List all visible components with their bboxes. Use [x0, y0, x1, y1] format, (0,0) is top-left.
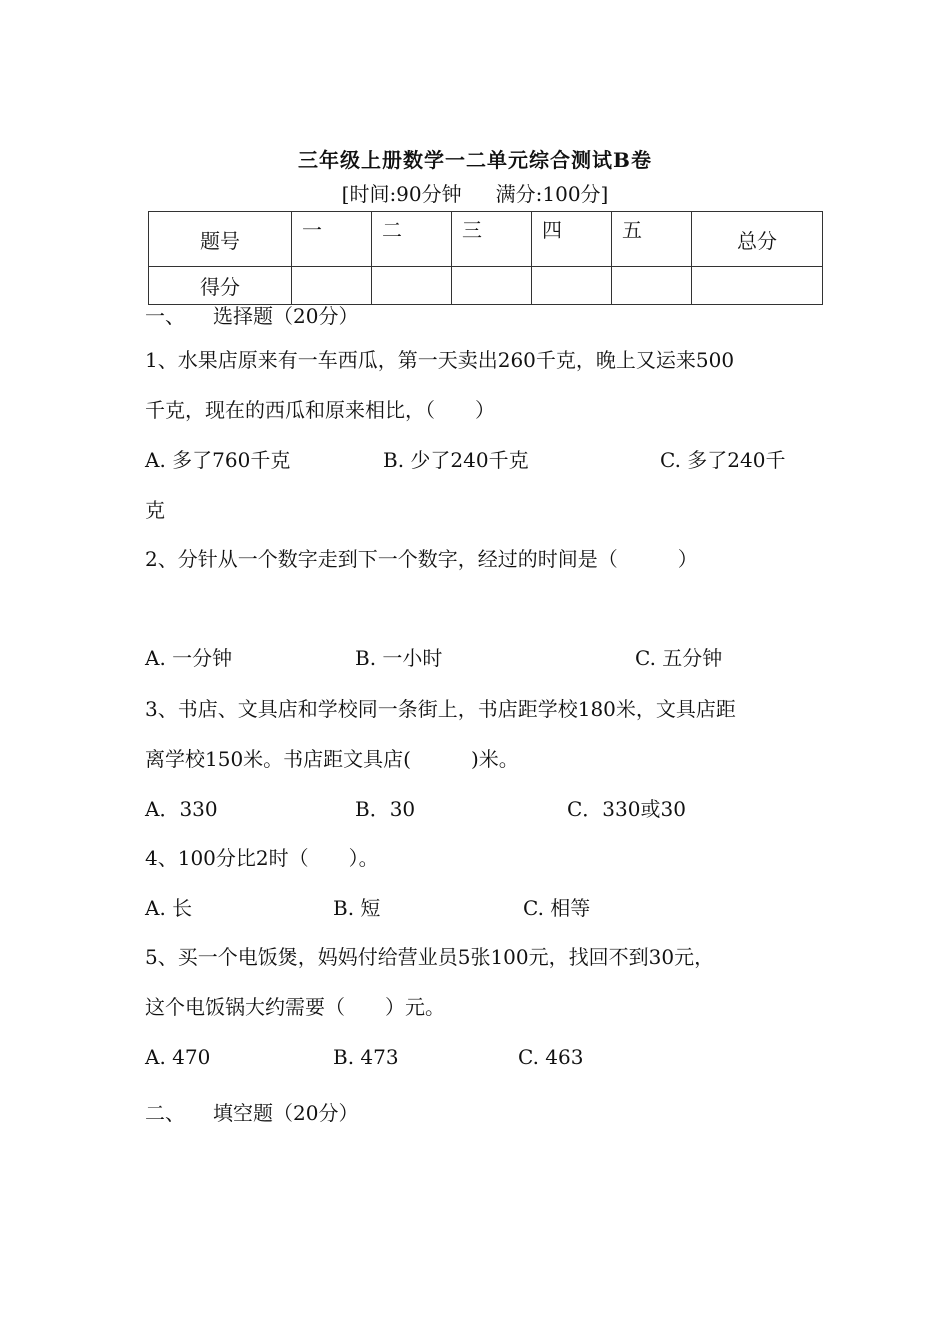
- question-2-line-1: 2、分针从一个数字走到下一个数字，经过的时间是（ ）: [145, 547, 698, 571]
- question-1-option-wrap: 克: [145, 498, 165, 522]
- question-1-option-c[interactable]: C. 多了240千: [660, 448, 786, 472]
- header-part-5: 五: [612, 212, 692, 267]
- header-part-1: 一: [292, 212, 372, 267]
- question-4-option-b[interactable]: B. 短: [333, 896, 381, 920]
- section-1-label: 选择题（20分）: [213, 304, 359, 328]
- question-5-options: [145, 1045, 815, 1069]
- section-1-number: 一、: [145, 304, 185, 328]
- score-table: [148, 211, 823, 305]
- question-4-options: [145, 896, 815, 920]
- row-label-score: 得分: [149, 267, 292, 305]
- header-part-4: 四: [532, 212, 612, 267]
- header-total: 总分: [692, 212, 823, 267]
- header-question-number: 题号: [149, 212, 292, 267]
- section-2-number: 二、: [145, 1101, 185, 1125]
- score-table-header-row: [149, 212, 823, 267]
- score-cell-2[interactable]: [372, 267, 452, 305]
- question-3-option-a[interactable]: A．330: [145, 797, 218, 821]
- section-2-heading: [145, 1101, 358, 1125]
- score-cell-total[interactable]: [692, 267, 823, 305]
- score-cell-3[interactable]: [452, 267, 532, 305]
- question-4-option-a[interactable]: A. 长: [145, 896, 193, 920]
- question-5-option-c[interactable]: C. 463: [518, 1045, 584, 1069]
- question-2-option-a[interactable]: A. 一分钟: [145, 646, 233, 670]
- header-part-2: 二: [372, 212, 452, 267]
- question-5-line-1: 5、买一个电饭煲，妈妈付给营业员5张100元，找回不到30元，: [145, 945, 715, 969]
- full-score: 满分:100分]: [495, 182, 609, 206]
- question-4-line-1: 4、100分比2时（ ）。: [145, 846, 379, 870]
- question-5-option-a[interactable]: A. 470: [145, 1045, 211, 1069]
- question-3-line-2: 离学校150米。书店距文具店( )米。: [145, 747, 519, 771]
- exam-title: 三年级上册数学一二单元综合测试B卷: [298, 148, 652, 172]
- question-1-options: [145, 448, 815, 472]
- question-3-option-b[interactable]: B．30: [355, 797, 416, 821]
- question-5-line-2: 这个电饭锅大约需要（ ）元。: [145, 995, 445, 1019]
- exam-subtitle: [0, 178, 950, 207]
- question-1-line-2: 千克，现在的西瓜和原来相比，（ ）: [145, 398, 495, 422]
- question-1-line-1: 1、水果店原来有一车西瓜，第一天卖出260千克，晚上又运来500: [145, 348, 735, 372]
- question-3-options: [145, 797, 815, 821]
- section-2-label: 填空题（20分）: [213, 1101, 359, 1125]
- score-cell-1[interactable]: [292, 267, 372, 305]
- question-2-option-c[interactable]: C. 五分钟: [635, 646, 723, 670]
- question-1-option-a[interactable]: A. 多了760千克: [145, 448, 291, 472]
- section-1-heading: [145, 304, 358, 328]
- question-1-option-b[interactable]: B. 少了240千克: [383, 448, 529, 472]
- score-table-score-row: [149, 267, 823, 305]
- question-5-option-b[interactable]: B. 473: [333, 1045, 399, 1069]
- score-cell-4[interactable]: [532, 267, 612, 305]
- question-2-option-b[interactable]: B. 一小时: [355, 646, 443, 670]
- score-cell-5[interactable]: [612, 267, 692, 305]
- header-part-3: 三: [452, 212, 532, 267]
- question-3-line-1: 3、书店、文具店和学校同一条街上，书店距学校180米，文具店距: [145, 697, 736, 721]
- question-4-option-c[interactable]: C. 相等: [523, 896, 591, 920]
- question-2-options: [145, 646, 815, 670]
- question-3-option-c[interactable]: C．330或30: [567, 797, 686, 821]
- time-limit: [时间:90分钟: [341, 182, 462, 206]
